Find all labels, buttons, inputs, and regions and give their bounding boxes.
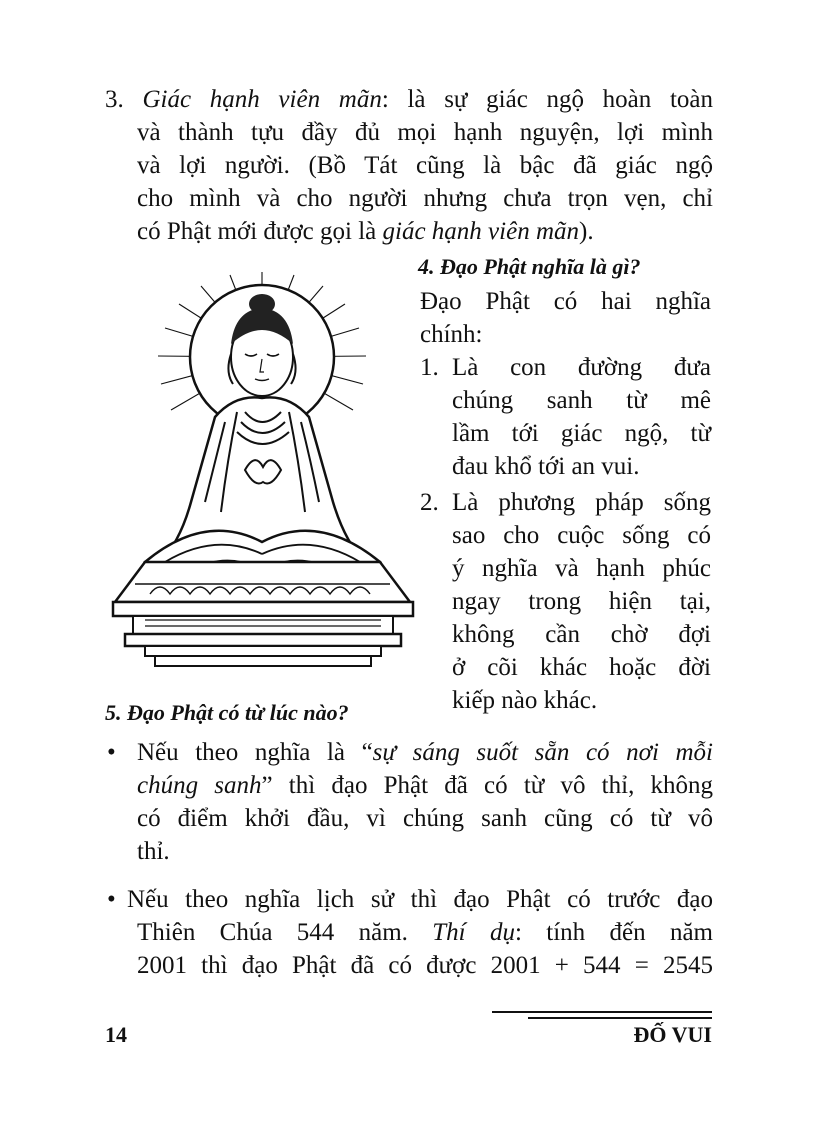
footer-rule-bottom bbox=[528, 1017, 712, 1019]
q5-b1-quote-1: sự sáng suốt sẵn có nơi mỗi bbox=[372, 739, 713, 766]
q4-point-1-line-3: lầm tới giác ngộ, từ bbox=[452, 420, 711, 447]
q5-bullet-1 bbox=[105, 736, 713, 868]
q4-intro-line-1: Đạo Phật có hai nghĩa bbox=[420, 288, 711, 315]
item-3-line-5 bbox=[105, 215, 713, 248]
question-5-heading: 5. Đạo Phật có từ lúc nào? bbox=[105, 700, 349, 725]
q4-point-1 bbox=[420, 351, 711, 483]
q5-bullet-1-line-3: có điểm khởi đầu, vì chúng sanh cũng có từ vô bbox=[137, 805, 713, 832]
running-title: ĐỐ VUI bbox=[633, 1022, 712, 1047]
q5-bullet-2 bbox=[105, 883, 713, 982]
item-3-number: 3. bbox=[105, 86, 124, 113]
q4-point-1-line-2: chúng sanh từ mê bbox=[452, 387, 711, 414]
q5-bullet-2-line-2 bbox=[137, 916, 713, 949]
q4-point-1-line-1: Là con đường đưa bbox=[452, 354, 711, 381]
q4-point-2-line-4: ngay trong hiện tại, bbox=[452, 588, 711, 615]
item-3-line-3: và lợi người. (Bồ Tát cũng là bậc đã giác ngộ bbox=[137, 152, 713, 179]
q5-b1-a: Nếu theo nghĩa là “ bbox=[137, 739, 373, 766]
item-3-line-1-rest: : là sự giác ngộ hoàn toàn bbox=[381, 86, 714, 113]
q5-bullet-1-line-1 bbox=[137, 736, 713, 769]
q4-point-2-line-3: ý nghĩa và hạnh phúc bbox=[452, 555, 711, 582]
cushion bbox=[115, 562, 410, 602]
item-3-line-5-b: ). bbox=[579, 218, 594, 245]
q5-bullet-1-line-2 bbox=[137, 769, 713, 802]
q5-b2-line-2-a: Thiên Chúa 544 năm. bbox=[137, 919, 433, 946]
q4-point-2-line-5: không cần chờ đợi bbox=[452, 621, 711, 648]
q4-point-1-number: 1. bbox=[420, 354, 439, 381]
q5-bullet-2-line-1: Nếu theo nghĩa lịch sử thì đạo Phật có trước đạo bbox=[127, 886, 713, 913]
item-3-term: Giác hạnh viên mãn bbox=[142, 86, 382, 113]
q5-bullet-1-line-4: thỉ. bbox=[137, 838, 170, 865]
q5-b2-term: Thí dụ bbox=[432, 919, 515, 946]
q5-bullet-2-line-3: 2001 thì đạo Phật đã có được 2001 + 544 = 2545 bbox=[137, 952, 713, 979]
item-3-line-4: cho mình và cho người nhưng chưa trọn vẹn, chỉ bbox=[137, 185, 713, 212]
page-number: 14 bbox=[105, 1022, 127, 1047]
platform-top bbox=[113, 602, 413, 616]
q4-point-2-line-1: Là phương pháp sống bbox=[452, 489, 711, 516]
platform-base bbox=[155, 656, 371, 666]
item-3-line-2: và thành tựu đầy đủ mọi hạnh nguyện, lợi mình bbox=[137, 119, 713, 146]
q5-b1-quote-2: chúng sanh bbox=[137, 772, 262, 799]
q4-point-2-line-6: ở cõi khác hoặc đời bbox=[452, 654, 711, 681]
q4-point-2 bbox=[420, 486, 711, 717]
bullet-dot-icon: • bbox=[107, 739, 116, 766]
item-3-line-5-a: có Phật mới được gọi là bbox=[137, 218, 383, 245]
q5-b1-b: ” thì đạo Phật đã có từ vô thỉ, không bbox=[261, 772, 714, 799]
q4-point-2-line-2: sao cho cuộc sống có bbox=[452, 522, 711, 549]
buddha-illustration bbox=[105, 262, 420, 672]
bullet-dot-icon: • bbox=[107, 886, 116, 913]
footer-rule-top bbox=[492, 1011, 712, 1013]
q4-point-1-line-4: đau khổ tới an vui. bbox=[452, 453, 640, 480]
q4-point-2-line-7: kiếp nào khác. bbox=[452, 687, 598, 714]
item-3-paragraph bbox=[105, 83, 713, 248]
q4-intro-line-2: chính: bbox=[420, 321, 483, 348]
q5-b2-line-2-b: : tính đến năm bbox=[514, 919, 713, 946]
question-4-heading: 4. Đạo Phật nghĩa là gì? bbox=[418, 254, 641, 279]
question-5-answer bbox=[105, 736, 713, 982]
question-4-answer bbox=[420, 285, 711, 717]
q4-point-2-number: 2. bbox=[420, 489, 439, 516]
ushnisha bbox=[249, 294, 275, 314]
item-3-line-1 bbox=[105, 83, 713, 116]
item-3-line-5-term: giác hạnh viên mãn bbox=[382, 218, 579, 245]
